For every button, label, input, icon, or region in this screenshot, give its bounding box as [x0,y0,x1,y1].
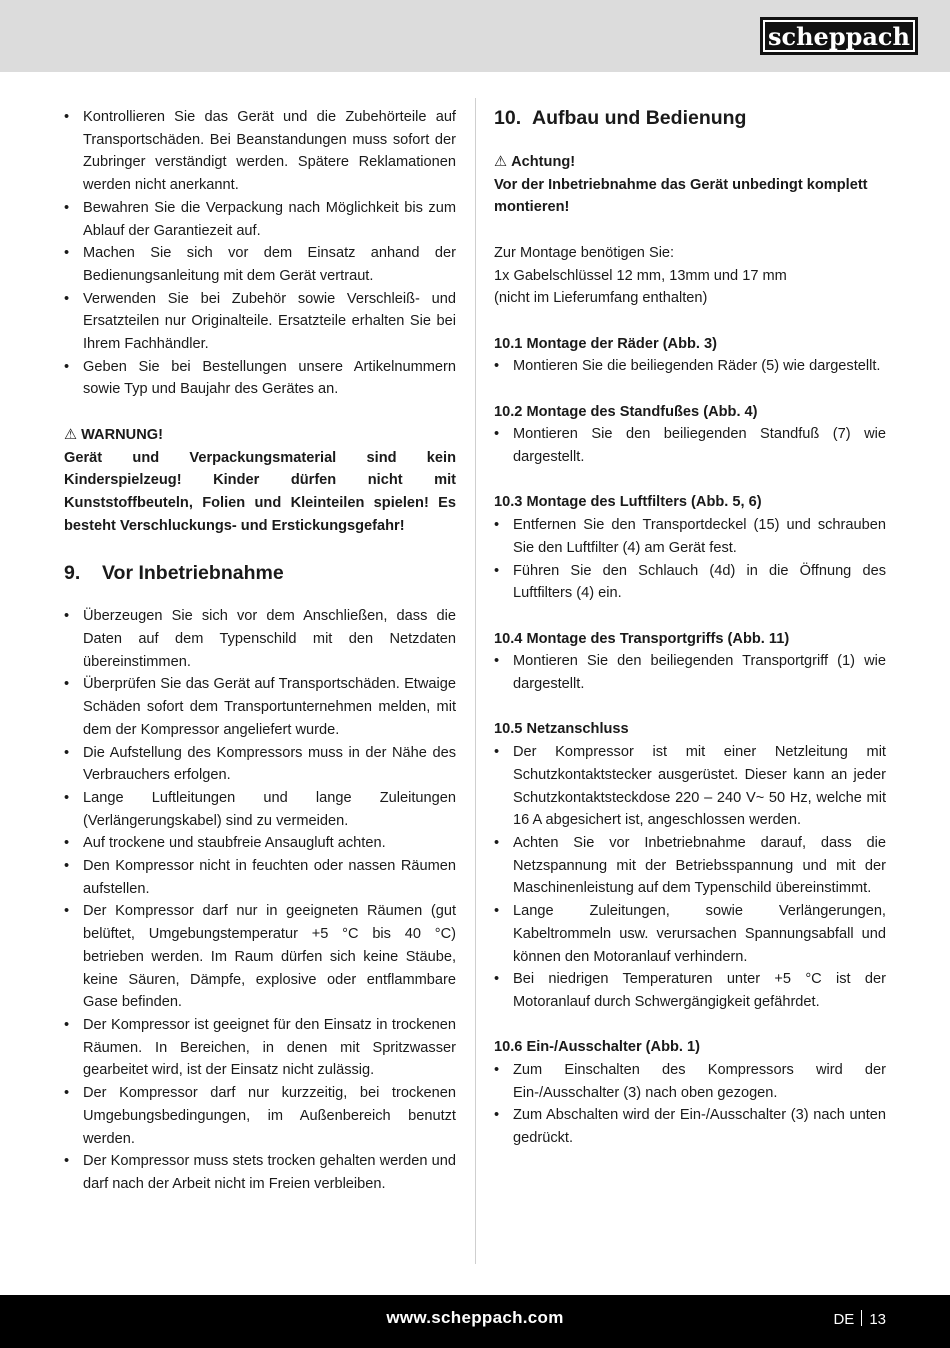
caution-text: Vor der Inbetriebnahme das Gerät unbedingt komplett montieren! [494,176,868,216]
list-item: • Zum Einschalten des Kompressors wird der Ein-/Ausschalter (3) nach oben gezogen. [494,1059,886,1104]
brand-logo: scheppach [760,17,918,55]
warning-heading [64,424,456,447]
tools-line: 1x Gabelschlüssel 12 mm, 13mm und 17 mm [494,267,787,284]
list-item: • Führen Sie den Schlauch (4d) in die Öffnung des Luftfilters (4) ein. [494,560,886,605]
subsection-10-3-list [494,514,886,605]
subsection-10-2-title: 10.2 Montage des Standfußes (Abb. 4) [494,403,758,420]
caution-heading [494,151,886,174]
right-column [494,104,886,1150]
subsection-10-6-list [494,1059,886,1150]
column-divider [475,98,476,1264]
subsection-10-1-list [494,355,886,378]
subsection-10-5-title: 10.5 Netzanschluss [494,721,629,738]
list-item: • Bewahren Sie die Verpackung nach Möglichkeit bis zum Ablauf der Garantiezeit auf. [64,197,456,242]
subsection-10-3-title: 10.3 Montage des Luftfilters (Abb. 5, 6) [494,494,762,511]
tools-line: (nicht im Lieferumfang enthalten) [494,290,708,307]
list-item: • Überprüfen Sie das Gerät auf Transportschäden. Etwaige Schäden sofort dem Transportunternehmen melden, mit dem der Kompressor angeliefert wurde. [64,673,456,741]
list-item: • Der Kompressor muss stets trocken gehalten werden und darf nach der Arbeit nicht im Freien verbleiben. [64,1150,456,1195]
list-item: • Bei niedrigen Temperaturen unter +5 °C ist der Motoranlauf durch Schwergängigkeit gefährdet. [494,968,886,1013]
section-10-title: 10. Aufbau und Bedienung [494,107,747,129]
list-item: • Der Kompressor ist geeignet für den Einsatz in trockenen Räumen. In Bereichen, in denen mit Spritzwasser gearbeitet wird, ist der Einsatz nicht zulässig. [64,1014,456,1082]
list-item: • Machen Sie sich vor dem Einsatz anhand der Bedienungsanleitung mit dem Gerät vertraut. [64,242,456,287]
tools-line: Zur Montage benötigen Sie: [494,244,675,261]
list-item: • Zum Abschalten wird der Ein-/Ausschalter (3) nach unten gedrückt. [494,1104,886,1149]
list-item: • Montieren Sie den beiliegenden Transportgriff (1) wie dargestellt. [494,650,886,695]
language-code: DE [833,1311,855,1328]
list-item: • Der Kompressor ist mit einer Netzleitung mit Schutzkontaktstecker ausgerüstet. Dieser kann an jeder Schutzkontaktsteckdose 220 – 240 V~ 50 Hz, welche mit 16 A abgesichert ist, angeschlossen werden. [494,741,886,832]
page-indicator [833,1310,886,1328]
list-item: • Montieren Sie die beiliegenden Räder (5) wie dargestellt. [494,355,886,378]
list-item: • Montieren Sie den beiliegenden Standfuß (7) wie dargestellt. [494,423,886,468]
list-item: • Der Kompressor darf nur in geeigneten Räumen (gut belüftet, Umgebungstemperatur +5 °C bis 40 °C) betrieben werden. Im Raum dürfen sich keine Stäube, keine Säuren, Dämpfe, explosive oder entflammbare Gase befinden. [64,900,456,1014]
page-number: 13 [869,1311,886,1328]
warning-text: Gerät und Verpackungsmaterial sind kein Kinderspielzeug! Kinder dürfen nicht mit Kunststoffbeuteln, Folien und Kleinteilen spielen! Es besteht Verschluckungs- und Erstickungsgefahr! [64,449,456,534]
list-item: • Achten Sie vor Inbetriebnahme darauf, dass die Netzspannung mit der Betriebsspannung und mit der Maschinenleistung auf dem Typenschild übereinstimmt. [494,832,886,900]
subsection-10-6-title: 10.6 Ein-/Ausschalter (Abb. 1) [494,1039,700,1056]
list-item: • Kontrollieren Sie das Gerät und die Zubehörteile auf Transportschäden. Bei Beanstandungen muss sofort der Zubringer verständigt werden. Spätere Reklamationen werden nicht anerkannt. [64,106,456,197]
list-item: • Geben Sie bei Bestellungen unsere Artikelnummern sowie Typ und Baujahr des Gerätes an. [64,356,456,401]
subsection-10-4-list [494,650,886,695]
header-bar [0,0,950,72]
subsection-10-5-list [494,741,886,1013]
intro-list [64,106,456,401]
subsection-10-2-list [494,423,886,468]
section-9-list [64,605,456,1195]
list-item: • Lange Zuleitungen, sowie Verlängerungen, Kabeltrommeln usw. verursachen Spannungsabfall und können den Motoranlauf verhindern. [494,900,886,968]
list-item: • Lange Luftleitungen und lange Zuleitungen (Verlängerungskabel) sind zu vermeiden. [64,787,456,832]
subsection-10-1-title: 10.1 Montage der Räder (Abb. 3) [494,335,718,352]
list-item: • Verwenden Sie bei Zubehör sowie Verschleiß- und Ersatzteilen nur Originalteile. Ersatzteile erhalten Sie bei Ihrem Fachhändler. [64,288,456,356]
caution-label: Achtung! [511,154,576,170]
left-column [64,106,456,1196]
list-item: • Die Aufstellung des Kompressors muss in der Nähe des Verbrauchers erfolgen. [64,742,456,787]
list-item: • Überzeugen Sie sich vor dem Anschließen, dass die Daten auf dem Typenschild mit den Netzdaten übereinstimmen. [64,605,456,673]
list-item: • Der Kompressor darf nur kurzzeitig, bei trockenen Umgebungsbedingungen, im Außenbereich benutzt werden. [64,1082,456,1150]
list-item: • Den Kompressor nicht in feuchten oder nassen Räumen aufstellen. [64,855,456,900]
warning-triangle-icon: ⚠ [64,426,78,443]
warning-label: WARNUNG! [81,426,163,443]
footer-url-link[interactable]: www.scheppach.com [386,1308,564,1327]
page-separator [861,1310,862,1326]
footer-bar [0,1295,950,1348]
list-item: • Entfernen Sie den Transportdeckel (15) und schrauben Sie den Luftfilter (4) am Gerät fest. [494,514,886,559]
list-item: • Auf trockene und staubfreie Ansaugluft achten. [64,832,456,855]
subsection-10-4-title: 10.4 Montage des Transportgriffs (Abb. 11) [494,630,790,647]
warning-triangle-icon: ⚠ [494,154,508,170]
section-9-title: 9. Vor Inbetriebnahme [64,562,284,585]
